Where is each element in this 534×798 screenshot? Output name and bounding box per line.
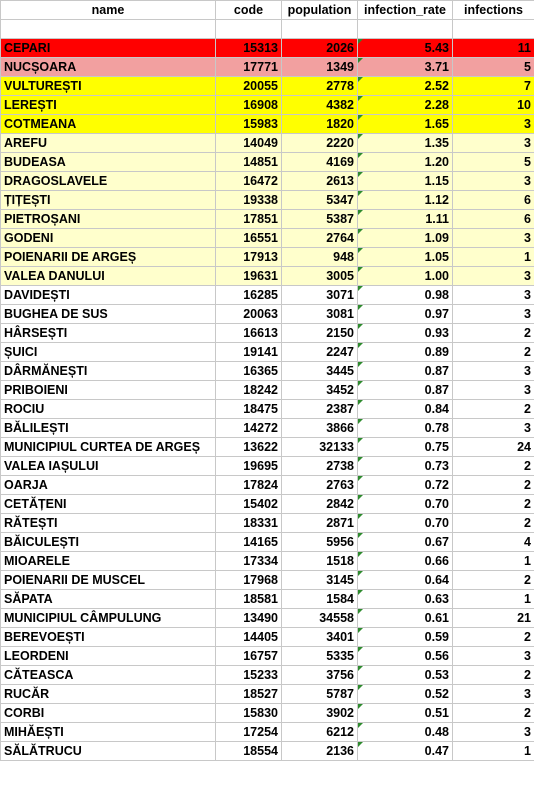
cell-name[interactable]: ROCIU (1, 400, 216, 419)
cell-infection-rate[interactable]: 0.78 (358, 419, 453, 438)
cell-population[interactable]: 2247 (282, 343, 358, 362)
cell-code[interactable]: 15233 (216, 666, 282, 685)
cell-code[interactable]: 17824 (216, 476, 282, 495)
cell-infection-rate[interactable]: 0.73 (358, 457, 453, 476)
cell-infections[interactable]: 7 (453, 77, 534, 96)
cell-code[interactable]: 16908 (216, 96, 282, 115)
cell-population[interactable]: 5387 (282, 210, 358, 229)
table-row (1, 666, 534, 685)
table-row (1, 457, 534, 476)
table-row (1, 723, 534, 742)
cell-infections[interactable]: 3 (453, 419, 534, 438)
cell-name[interactable]: BUGHEA DE SUS (1, 305, 216, 324)
cell-name[interactable]: LEREȘTI (1, 96, 216, 115)
cell-name[interactable]: VALEA IAȘULUI (1, 457, 216, 476)
cell-name[interactable]: CĂTEASCA (1, 666, 216, 685)
cell-population[interactable]: 2842 (282, 495, 358, 514)
cell-infection-rate[interactable]: 1.00 (358, 267, 453, 286)
cell-infections[interactable]: 2 (453, 400, 534, 419)
table-row (1, 229, 534, 248)
cell-name[interactable]: COTMEANA (1, 115, 216, 134)
table-body (1, 1, 534, 761)
cell-infections[interactable]: 3 (453, 134, 534, 153)
cell-name[interactable]: POIENARII DE ARGEȘ (1, 248, 216, 267)
cell-name[interactable]: NUCȘOARA (1, 58, 216, 77)
cell-population[interactable]: 2026 (282, 39, 358, 58)
cell-population[interactable]: 32133 (282, 438, 358, 457)
cell-infection-rate[interactable]: 0.53 (358, 666, 453, 685)
table-row (1, 172, 534, 191)
cell-infections[interactable]: 2 (453, 514, 534, 533)
cell-infection-rate[interactable]: 0.87 (358, 381, 453, 400)
cell-empty[interactable] (453, 20, 534, 39)
table-row (1, 191, 534, 210)
table-row (1, 210, 534, 229)
cell-infection-rate[interactable]: 0.98 (358, 286, 453, 305)
cell-infections[interactable]: 10 (453, 96, 534, 115)
table-row (1, 647, 534, 666)
cell-code[interactable]: 16285 (216, 286, 282, 305)
cell-infection-rate[interactable]: 1.15 (358, 172, 453, 191)
cell-name[interactable]: LEORDENI (1, 647, 216, 666)
cell-name[interactable]: POIENARII DE MUSCEL (1, 571, 216, 590)
table-row (1, 381, 534, 400)
table-row (1, 590, 534, 609)
cell-name[interactable]: VULTUREȘTI (1, 77, 216, 96)
cell-infections[interactable]: 3 (453, 647, 534, 666)
cell-name[interactable]: MIHĂEȘTI (1, 723, 216, 742)
cell-infection-rate[interactable]: 1.35 (358, 134, 453, 153)
cell-code[interactable]: 16472 (216, 172, 282, 191)
cell-code[interactable]: 17968 (216, 571, 282, 590)
cell-population[interactable]: 34558 (282, 609, 358, 628)
cell-population[interactable]: 2778 (282, 77, 358, 96)
cell-name[interactable]: PRIBOIENI (1, 381, 216, 400)
cell-population[interactable]: 1349 (282, 58, 358, 77)
cell-code[interactable]: 16551 (216, 229, 282, 248)
cell-name[interactable]: AREFU (1, 134, 216, 153)
cell-infections[interactable]: 4 (453, 533, 534, 552)
cell-infection-rate[interactable]: 0.70 (358, 495, 453, 514)
cell-empty[interactable] (1, 20, 216, 39)
cell-infections[interactable]: 21 (453, 609, 534, 628)
cell-population[interactable]: 2764 (282, 229, 358, 248)
cell-population[interactable]: 3081 (282, 305, 358, 324)
cell-code[interactable]: 18581 (216, 590, 282, 609)
cell-infection-rate[interactable]: 0.97 (358, 305, 453, 324)
cell-infection-rate[interactable]: 3.71 (358, 58, 453, 77)
cell-name[interactable]: HÂRSEȘTI (1, 324, 216, 343)
cell-name[interactable]: DAVIDEȘTI (1, 286, 216, 305)
table-row (1, 58, 534, 77)
table-row (1, 362, 534, 381)
cell-population[interactable]: 4169 (282, 153, 358, 172)
cell-infections[interactable]: 3 (453, 685, 534, 704)
cell-population[interactable]: 3452 (282, 381, 358, 400)
cell-infections[interactable]: 3 (453, 362, 534, 381)
cell-code[interactable]: 14851 (216, 153, 282, 172)
cell-population[interactable]: 2150 (282, 324, 358, 343)
cell-infections[interactable]: 2 (453, 495, 534, 514)
cell-population[interactable]: 5956 (282, 533, 358, 552)
cell-name[interactable]: DÂRMĂNEȘTI (1, 362, 216, 381)
table-row (1, 742, 534, 761)
cell-infection-rate[interactable]: 0.52 (358, 685, 453, 704)
cell-infection-rate[interactable]: 1.12 (358, 191, 453, 210)
cell-population[interactable]: 2871 (282, 514, 358, 533)
cell-population[interactable]: 2220 (282, 134, 358, 153)
table-row (1, 533, 534, 552)
cell-code[interactable]: 19141 (216, 343, 282, 362)
cell-name[interactable]: BĂICULEȘTI (1, 533, 216, 552)
cell-name[interactable]: OARJA (1, 476, 216, 495)
cell-name[interactable]: SĂPATA (1, 590, 216, 609)
cell-code[interactable]: 15830 (216, 704, 282, 723)
cell-infections[interactable]: 2 (453, 704, 534, 723)
table-row (1, 704, 534, 723)
header-infections[interactable]: infections (453, 1, 534, 20)
cell-population[interactable]: 2613 (282, 172, 358, 191)
table-row (1, 96, 534, 115)
cell-infections[interactable]: 6 (453, 210, 534, 229)
table-row (1, 419, 534, 438)
table-row (1, 628, 534, 647)
cell-infection-rate[interactable]: 0.72 (358, 476, 453, 495)
cell-code[interactable]: 18331 (216, 514, 282, 533)
cell-code[interactable]: 19631 (216, 267, 282, 286)
cell-code[interactable]: 15983 (216, 115, 282, 134)
cell-population[interactable]: 3866 (282, 419, 358, 438)
cell-name[interactable]: ȘUICI (1, 343, 216, 362)
cell-infections[interactable]: 2 (453, 666, 534, 685)
cell-population[interactable]: 2763 (282, 476, 358, 495)
table-row (1, 400, 534, 419)
cell-infection-rate[interactable]: 0.67 (358, 533, 453, 552)
cell-infections[interactable]: 3 (453, 381, 534, 400)
cell-population[interactable]: 3071 (282, 286, 358, 305)
cell-name[interactable]: CEPARI (1, 39, 216, 58)
table-row (1, 476, 534, 495)
cell-code[interactable]: 15402 (216, 495, 282, 514)
table-row (1, 305, 534, 324)
cell-name[interactable]: BEREVOEȘTI (1, 628, 216, 647)
cell-code[interactable]: 13490 (216, 609, 282, 628)
cell-infections[interactable]: 11 (453, 39, 534, 58)
cell-infection-rate[interactable]: 0.51 (358, 704, 453, 723)
cell-name[interactable]: CETĂȚENI (1, 495, 216, 514)
cell-population[interactable]: 5335 (282, 647, 358, 666)
cell-infection-rate[interactable]: 2.52 (358, 77, 453, 96)
cell-infection-rate[interactable]: 1.09 (358, 229, 453, 248)
header-code[interactable]: code (216, 1, 282, 20)
cell-population[interactable]: 4382 (282, 96, 358, 115)
header-infection-rate[interactable]: infection_rate (358, 1, 453, 20)
cell-population[interactable]: 5347 (282, 191, 358, 210)
cell-population[interactable]: 3005 (282, 267, 358, 286)
cell-code[interactable]: 17913 (216, 248, 282, 267)
cell-infections[interactable]: 5 (453, 58, 534, 77)
cell-name[interactable]: CORBI (1, 704, 216, 723)
cell-infections[interactable]: 3 (453, 267, 534, 286)
cell-infection-rate[interactable]: 0.84 (358, 400, 453, 419)
cell-code[interactable]: 18475 (216, 400, 282, 419)
cell-population[interactable]: 3401 (282, 628, 358, 647)
cell-name[interactable]: BĂLILEȘTI (1, 419, 216, 438)
table-row (1, 609, 534, 628)
cell-infection-rate[interactable]: 0.56 (358, 647, 453, 666)
cell-code[interactable]: 16757 (216, 647, 282, 666)
table-row (1, 324, 534, 343)
table-row (1, 77, 534, 96)
cell-infection-rate[interactable]: 0.59 (358, 628, 453, 647)
cell-population[interactable]: 2387 (282, 400, 358, 419)
cell-name[interactable]: MIOARELE (1, 552, 216, 571)
table-row (1, 153, 534, 172)
cell-code[interactable]: 17334 (216, 552, 282, 571)
table-row (1, 343, 534, 362)
cell-infections[interactable]: 1 (453, 742, 534, 761)
cell-code[interactable]: 17254 (216, 723, 282, 742)
cell-code[interactable]: 14272 (216, 419, 282, 438)
cell-empty[interactable] (282, 20, 358, 39)
table-row (1, 248, 534, 267)
table-row (1, 495, 534, 514)
cell-infections[interactable]: 3 (453, 305, 534, 324)
table-row (1, 286, 534, 305)
table-row (1, 685, 534, 704)
cell-infection-rate[interactable]: 0.66 (358, 552, 453, 571)
cell-infection-rate[interactable]: 0.48 (358, 723, 453, 742)
table-row (1, 438, 534, 457)
cell-infections[interactable]: 2 (453, 457, 534, 476)
cell-code[interactable]: 18527 (216, 685, 282, 704)
cell-name[interactable]: DRAGOSLAVELE (1, 172, 216, 191)
cell-infections[interactable]: 2 (453, 628, 534, 647)
cell-name[interactable]: MUNICIPIUL CURTEA DE ARGEȘ (1, 438, 216, 457)
cell-name[interactable]: RĂTEȘTI (1, 514, 216, 533)
cell-infection-rate[interactable]: 1.11 (358, 210, 453, 229)
cell-code[interactable]: 19695 (216, 457, 282, 476)
table-row (1, 134, 534, 153)
cell-code[interactable]: 20063 (216, 305, 282, 324)
cell-infections[interactable]: 1 (453, 248, 534, 267)
cell-code[interactable]: 17851 (216, 210, 282, 229)
cell-infection-rate[interactable]: 1.20 (358, 153, 453, 172)
cell-population[interactable]: 1820 (282, 115, 358, 134)
cell-infections[interactable]: 3 (453, 723, 534, 742)
cell-infections[interactable]: 3 (453, 172, 534, 191)
cell-population[interactable]: 3902 (282, 704, 358, 723)
cell-code[interactable]: 13622 (216, 438, 282, 457)
cell-infections[interactable]: 3 (453, 229, 534, 248)
cell-code[interactable]: 20055 (216, 77, 282, 96)
cell-infections[interactable]: 3 (453, 115, 534, 134)
cell-infections[interactable]: 1 (453, 590, 534, 609)
cell-population[interactable]: 948 (282, 248, 358, 267)
cell-infections[interactable]: 2 (453, 476, 534, 495)
header-row (1, 1, 534, 20)
cell-infection-rate[interactable]: 0.75 (358, 438, 453, 457)
blank-row (1, 20, 534, 39)
cell-code[interactable]: 14165 (216, 533, 282, 552)
cell-infections[interactable]: 6 (453, 191, 534, 210)
cell-name[interactable]: ȚIȚEȘTI (1, 191, 216, 210)
cell-infections[interactable]: 2 (453, 324, 534, 343)
cell-infections[interactable]: 2 (453, 343, 534, 362)
table-row (1, 115, 534, 134)
cell-population[interactable]: 6212 (282, 723, 358, 742)
cell-infection-rate[interactable]: 0.47 (358, 742, 453, 761)
cell-infection-rate[interactable]: 1.05 (358, 248, 453, 267)
cell-infection-rate[interactable]: 0.87 (358, 362, 453, 381)
cell-infection-rate[interactable]: 0.64 (358, 571, 453, 590)
cell-name[interactable]: RUCĂR (1, 685, 216, 704)
cell-name[interactable]: BUDEASA (1, 153, 216, 172)
cell-infection-rate[interactable]: 0.61 (358, 609, 453, 628)
table-row (1, 267, 534, 286)
cell-population[interactable]: 1518 (282, 552, 358, 571)
cell-population[interactable]: 2136 (282, 742, 358, 761)
cell-infections[interactable]: 3 (453, 286, 534, 305)
cell-infection-rate[interactable]: 1.65 (358, 115, 453, 134)
cell-code[interactable]: 19338 (216, 191, 282, 210)
cell-infection-rate[interactable]: 0.89 (358, 343, 453, 362)
table-row (1, 552, 534, 571)
cell-code[interactable]: 14405 (216, 628, 282, 647)
cell-code[interactable]: 15313 (216, 39, 282, 58)
cell-code[interactable]: 18242 (216, 381, 282, 400)
cell-code[interactable]: 16613 (216, 324, 282, 343)
table-row (1, 514, 534, 533)
cell-empty[interactable] (358, 20, 453, 39)
cell-infections[interactable]: 2 (453, 571, 534, 590)
cell-population[interactable]: 5787 (282, 685, 358, 704)
cell-infections[interactable]: 5 (453, 153, 534, 172)
cell-infections[interactable]: 1 (453, 552, 534, 571)
header-population[interactable]: population (282, 1, 358, 20)
cell-name[interactable]: SĂLĂTRUCU (1, 742, 216, 761)
header-name[interactable]: name (1, 1, 216, 20)
cell-name[interactable]: MUNICIPIUL CÂMPULUNG (1, 609, 216, 628)
cell-population[interactable]: 3145 (282, 571, 358, 590)
cell-population[interactable]: 2738 (282, 457, 358, 476)
cell-code[interactable]: 18554 (216, 742, 282, 761)
table-row (1, 571, 534, 590)
cell-infection-rate[interactable]: 5.43 (358, 39, 453, 58)
cell-infection-rate[interactable]: 2.28 (358, 96, 453, 115)
cell-empty[interactable] (216, 20, 282, 39)
cell-code[interactable]: 17771 (216, 58, 282, 77)
cell-infection-rate[interactable]: 0.70 (358, 514, 453, 533)
cell-code[interactable]: 14049 (216, 134, 282, 153)
cell-infections[interactable]: 24 (453, 438, 534, 457)
cell-name[interactable]: GODENI (1, 229, 216, 248)
cell-name[interactable]: PIETROȘANI (1, 210, 216, 229)
cell-population[interactable]: 3445 (282, 362, 358, 381)
cell-code[interactable]: 16365 (216, 362, 282, 381)
cell-infection-rate[interactable]: 0.63 (358, 590, 453, 609)
cell-infection-rate[interactable]: 0.93 (358, 324, 453, 343)
table-row (1, 39, 534, 58)
cell-population[interactable]: 1584 (282, 590, 358, 609)
cell-name[interactable]: VALEA DANULUI (1, 267, 216, 286)
cell-population[interactable]: 3756 (282, 666, 358, 685)
